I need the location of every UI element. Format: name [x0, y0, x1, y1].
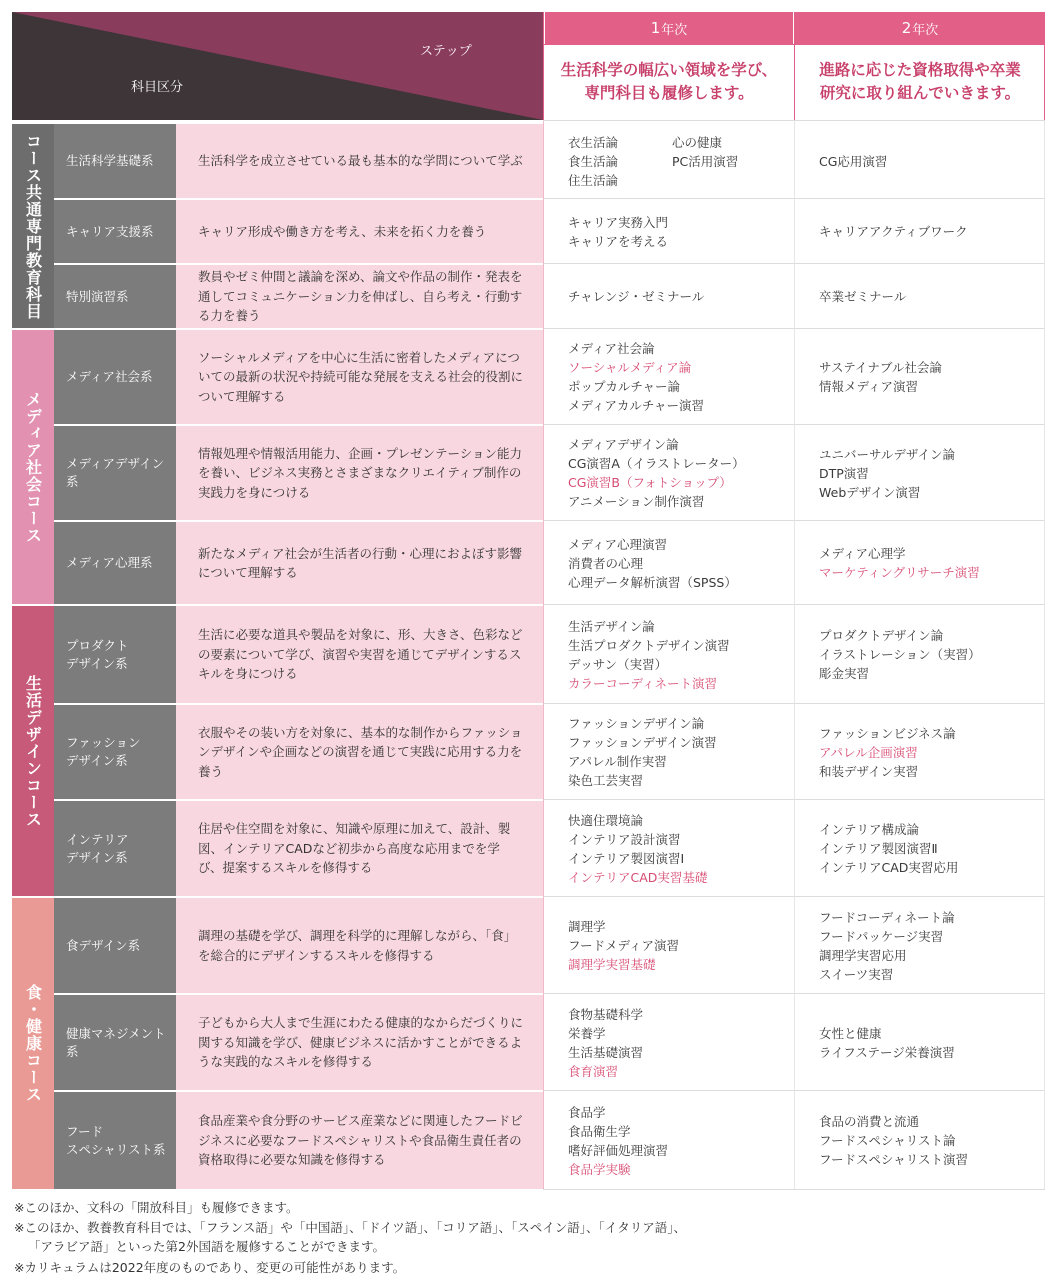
column-border: [543, 120, 544, 1189]
course-food-health: [12, 898, 54, 1189]
subject-list: [568, 811, 707, 887]
subject-item: キャリア実務入門: [568, 214, 669, 230]
row-gap: [54, 1189, 543, 1191]
subject-item: ユニバーサルデザイン論: [819, 446, 956, 462]
subject-list: [819, 626, 981, 683]
description-cell: [176, 995, 543, 1090]
category-cell: [54, 898, 176, 993]
year1-goal-line: 専門科目も履修します。: [584, 84, 754, 102]
subject-list: [819, 908, 955, 984]
year2-subjects-cell: [794, 124, 1045, 198]
subject-item: アニメーション制作演習: [568, 494, 705, 509]
subject-item: フードメディア演習: [568, 938, 680, 953]
subject-list: [819, 724, 956, 781]
footnote: ※このほか、文科の「開放科目」も履修できます。: [14, 1200, 299, 1215]
header-step-label: ステップ: [420, 44, 472, 59]
subject-item: プロダクトデザイン論: [819, 628, 944, 643]
year1-subjects-cell: [543, 265, 794, 328]
column-border: [1044, 120, 1045, 1189]
year1-subjects-cell: [543, 522, 794, 604]
description-cell: [176, 606, 543, 703]
course-label: コース共通専門教育科目: [23, 132, 43, 320]
year2-subjects-cell: [794, 426, 1045, 520]
subject-item: スイーツ実習: [819, 966, 894, 982]
description-cell: [176, 330, 543, 424]
subject-list: [819, 820, 958, 877]
category-label: 生活科学基礎系: [66, 153, 154, 168]
year1-subjects-cell: [543, 995, 794, 1090]
subject-item: ファッションビジネス論: [819, 725, 956, 741]
description-text: 生活科学を成立させている最も基本的な学問について学ぶ: [198, 153, 523, 169]
subject-item: 食品の消費と流通: [819, 1114, 920, 1129]
description-cell: [176, 522, 543, 604]
year2-subjects-cell: [794, 705, 1045, 799]
subject-item: 和装デザイン実習: [819, 763, 919, 779]
subject-item: 調理学実習応用: [819, 947, 907, 963]
year1-subjects-cell: [543, 330, 794, 424]
description-text: ソーシャルメディアを中心に生活に密着したメディアについての最新の状況や持続可能な発展を支える社会的役割について理解する: [198, 349, 524, 404]
subject-item-highlight: カラーコーディネート演習: [568, 675, 718, 691]
course-label: 生活デザインコース: [23, 674, 43, 828]
year2-subjects-cell: [794, 200, 1045, 263]
header-left-border: [543, 12, 544, 120]
year2-subjects-cell: [794, 265, 1045, 328]
subject-item: インテリア製図演習Ⅱ: [819, 841, 938, 856]
subject-item: 彫金実習: [819, 666, 870, 681]
subject-item: 食品学: [568, 1104, 606, 1120]
subject-item: フードコーディネート論: [819, 909, 955, 925]
subject-item: 食生活論: [568, 153, 619, 169]
description-cell: [176, 124, 543, 198]
subject-list: [568, 435, 745, 511]
subject-item-highlight: 食品学実験: [568, 1161, 631, 1177]
subject-item: 栄養学: [568, 1025, 606, 1041]
year1-goal: [545, 44, 793, 120]
year2-subjects-cell: [794, 330, 1045, 424]
course-label: 食・健康コース: [23, 984, 43, 1103]
header-diagonal-graphic: [12, 12, 543, 120]
year2-number: 2: [901, 19, 912, 37]
subject-list: [568, 535, 737, 592]
subject-item: イラストレーション（実習）: [819, 647, 981, 662]
description-text: キャリア形成や働き方を考え、未来を拓く力を養う: [198, 223, 487, 239]
subject-item: フードスペシャリスト演習: [819, 1152, 969, 1167]
subject-item: 食品衛生学: [568, 1123, 631, 1139]
subject-item: ファッションデザイン演習: [568, 735, 717, 750]
description-cell: [176, 1092, 543, 1189]
year2-goal: [795, 44, 1045, 120]
description-cell: [176, 801, 543, 896]
subject-item-highlight: 食育演習: [568, 1063, 619, 1079]
subject-columns: [568, 133, 738, 190]
subject-item: 女性と健康: [819, 1025, 882, 1041]
row-divider: [543, 1189, 1045, 1190]
subject-item: 食物基礎科学: [568, 1006, 644, 1022]
year2-subjects-cell: [794, 1092, 1045, 1189]
subject-item: メディアデザイン論: [568, 437, 679, 452]
description-text: 調理の基礎を学び、調理を科学的に理解しながら、「食」を総合的にデザインするスキルを修得する: [198, 928, 517, 963]
subject-item: ライフステージ栄養演習: [819, 1044, 955, 1060]
category-cell: [54, 200, 176, 263]
subject-item: 染色工芸実習: [568, 773, 644, 788]
category-label: ファッション デザイン系: [66, 735, 141, 768]
subject-item: フードパッケージ実習: [819, 928, 944, 944]
subject-item: 生活デザイン論: [568, 618, 655, 634]
subject-item: Webデザイン演習: [819, 484, 921, 500]
category-cell: [54, 1092, 176, 1189]
category-label: 健康マネジメント系: [66, 1025, 166, 1059]
subject-item: PC活用演習: [672, 153, 739, 169]
subject-item: 消費者の心理: [568, 555, 644, 571]
subject-list: [819, 358, 942, 396]
category-cell: [54, 265, 176, 328]
course-life-design: [12, 606, 54, 896]
year1-subjects-cell: [543, 124, 794, 198]
header-right-border: [1044, 12, 1045, 120]
subject-item-highlight: アパレル企画演習: [819, 744, 918, 760]
category-label: 特別演習系: [66, 288, 129, 304]
year1-subjects-cell: [543, 606, 794, 703]
course-media-society: [12, 330, 54, 604]
description-cell: [176, 426, 543, 520]
subject-list: [819, 544, 980, 582]
year2-subjects-cell: [794, 898, 1045, 993]
year2-subjects-cell: [794, 801, 1045, 896]
subject-item: ファッションデザイン論: [568, 716, 705, 731]
category-label: フード スペシャリスト系: [66, 1123, 166, 1157]
subject-list: [819, 1112, 968, 1169]
category-label: プロダクト デザイン系: [66, 637, 129, 671]
description-text: 子どもから大人まで生涯にわたる健康的なからだづくりに関する知識を学び、健康ビジネスに活かすことができるような実践的なスキルを修得する: [198, 1015, 524, 1070]
year1-subjects-cell: [543, 426, 794, 520]
subject-item: CG応用演習: [819, 153, 888, 169]
description-text: 新たなメディア社会が生活者の行動・心理におよぼす影響について理解する: [198, 545, 523, 580]
subject-list: [568, 287, 704, 306]
subject-list: [568, 1103, 668, 1179]
subject-list: [568, 133, 618, 190]
year1-subjects-cell: [543, 801, 794, 896]
subject-item: インテリアCAD実習応用: [819, 860, 959, 875]
subject-item: 嗜好評価処理演習: [568, 1142, 669, 1158]
subject-list: [819, 152, 887, 171]
subject-item: メディア社会論: [568, 341, 655, 356]
footnote: ※このほか、教養教育科目では、「フランス語」や「中国語」、「ドイツ語」、「コリア語」、「スペイン語」、「イタリア語」、: [14, 1220, 686, 1235]
category-cell: [54, 124, 176, 198]
category-label: インテリア デザイン系: [66, 831, 129, 865]
subject-item: キャリアアクティブワーク: [819, 224, 968, 239]
year2-header: [795, 12, 1045, 44]
subject-item: インテリア構成論: [819, 822, 920, 837]
year1-subjects-cell: [543, 705, 794, 799]
category-cell: [54, 995, 176, 1090]
subject-item: 快適住環境論: [568, 812, 644, 828]
subject-list: [672, 133, 738, 190]
description-cell: [176, 265, 543, 328]
column-border: [794, 120, 795, 1189]
subject-item: 衣生活論: [568, 134, 619, 150]
subject-item: チャレンジ・ゼミナール: [568, 289, 705, 304]
subject-item: 卒業ゼミナール: [819, 289, 907, 304]
subject-list: [568, 213, 668, 251]
year2-suffix: 年次: [912, 22, 939, 38]
description-cell: [176, 705, 543, 799]
subject-item: CG演習A（イラストレーター）: [568, 456, 745, 471]
subject-item: 生活プロダクトデザイン演習: [568, 637, 730, 653]
subject-item: サステイナブル社会論: [819, 360, 942, 375]
subject-list: [568, 917, 679, 974]
description-text: 教員やゼミ仲間と議論を深め、論文や作品の制作・発表を通してコミュニケーション力を伸ばし、自ら考え・行動する力を養う: [198, 269, 523, 324]
description-text: 衣服やその装い方を対象に、基本的な制作からファッションデザインや企画などの演習を通じて実践に応用する力を養う: [198, 724, 523, 779]
header-category-step-cell: [12, 12, 543, 120]
description-cell: [176, 898, 543, 993]
subject-item: 心理データ解析演習（SPSS）: [568, 574, 737, 590]
subject-item: メディア心理学: [819, 546, 906, 561]
category-cell: [54, 330, 176, 424]
footnote: ※カリキュラムは2022年度のものであり、変更の可能性があります。: [14, 1260, 406, 1275]
category-label: メディア社会系: [66, 369, 153, 384]
subject-list: [568, 714, 717, 790]
category-cell: [54, 606, 176, 703]
category-label: 食デザイン系: [66, 937, 141, 953]
subject-item-highlight: CG演習B（フォトショップ）: [568, 475, 732, 490]
category-cell: [54, 801, 176, 896]
subject-item-highlight: マーケティングリサーチ演習: [819, 565, 980, 580]
year2-subjects-cell: [794, 606, 1045, 703]
subject-item: 調理学: [568, 919, 606, 934]
category-cell: [54, 705, 176, 799]
year1-number: 1: [650, 19, 661, 37]
header-bottom-border: [543, 120, 1045, 121]
description-text: 情報処理や情報活用能力、企画・プレゼンテーション能力を養い、ビジネス実務とさまざまなクリエイティブ制作の実践力を身につける: [198, 445, 523, 500]
subject-item: インテリア設計演習: [568, 831, 681, 847]
category-label: メディアデザイン系: [66, 456, 165, 489]
category-cell: [54, 522, 176, 604]
course-label: メディア社会コース: [23, 390, 43, 544]
year1-suffix: 年次: [661, 22, 688, 38]
subject-item: 生活基礎演習: [568, 1044, 644, 1060]
description-cell: [176, 200, 543, 263]
subject-list: [819, 445, 955, 502]
header-year-divider: [794, 12, 795, 120]
subject-list: [568, 339, 704, 415]
subject-item: DTP演習: [819, 465, 869, 481]
subject-item-highlight: インテリアCAD実習基礎: [568, 869, 708, 885]
subject-list: [568, 1005, 643, 1081]
year1-header: [545, 12, 793, 44]
description-text: 生活に必要な道具や製品を対象に、形、大きさ、色彩などの要素について学び、演習や実習を通じてデザインするスキルを身につける: [198, 627, 523, 682]
subject-item-highlight: ソーシャルメディア論: [568, 360, 692, 375]
subject-item: メディアカルチャー演習: [568, 398, 705, 413]
year2-goal-line: 進路に応じた資格取得や卒業: [819, 61, 1021, 79]
subject-item: 心の健康: [672, 134, 723, 150]
subject-item: 情報メディア演習: [819, 379, 919, 394]
year2-goal-line: 研究に取り組んでいきます。: [819, 84, 1021, 102]
year2-subjects-cell: [794, 995, 1045, 1090]
subject-list: [568, 617, 730, 693]
description-text: 住居や住空間を対象に、知識や原理に加えて、設計、製図、インテリアCADなど初歩から高度な応用までを学び、提案するスキルを修得する: [198, 821, 511, 876]
subject-item: 住生活論: [568, 172, 619, 188]
subject-item: アパレル制作実習: [568, 754, 667, 769]
category-label: キャリア支援系: [66, 223, 154, 239]
subject-item: インテリア製図演習Ⅰ: [568, 850, 685, 866]
subject-item: キャリアを考える: [568, 233, 669, 249]
course-common: [12, 124, 54, 328]
subject-item-highlight: 調理学実習基礎: [568, 957, 656, 972]
year1-subjects-cell: [543, 200, 794, 263]
subject-list: [819, 1024, 955, 1062]
year1-subjects-cell: [543, 898, 794, 993]
description-text: 食品産業や食分野のサービス産業などに関連したフードビジネスに必要なフードスペシャリストや食品衛生責任者の資格取得に必要な知識を修得する: [198, 1113, 523, 1168]
year1-subjects-cell: [543, 1092, 794, 1189]
subject-list: [819, 222, 968, 241]
subject-item: フードスペシャリスト論: [819, 1133, 956, 1148]
subject-item: デッサン（実習）: [568, 656, 668, 672]
category-cell: [54, 426, 176, 520]
year1-goal-line: 生活科学の幅広い領域を学び、: [560, 61, 778, 79]
subject-item: ポップカルチャー論: [568, 379, 681, 394]
header-category-label: 科目区分: [131, 80, 184, 95]
subject-list: [819, 287, 906, 306]
category-label: メディア心理系: [66, 555, 153, 570]
subject-item: メディア心理演習: [568, 536, 668, 552]
footnote: 「アラビア語」といった第2外国語を履修することができます。: [28, 1239, 385, 1254]
year2-subjects-cell: [794, 522, 1045, 604]
